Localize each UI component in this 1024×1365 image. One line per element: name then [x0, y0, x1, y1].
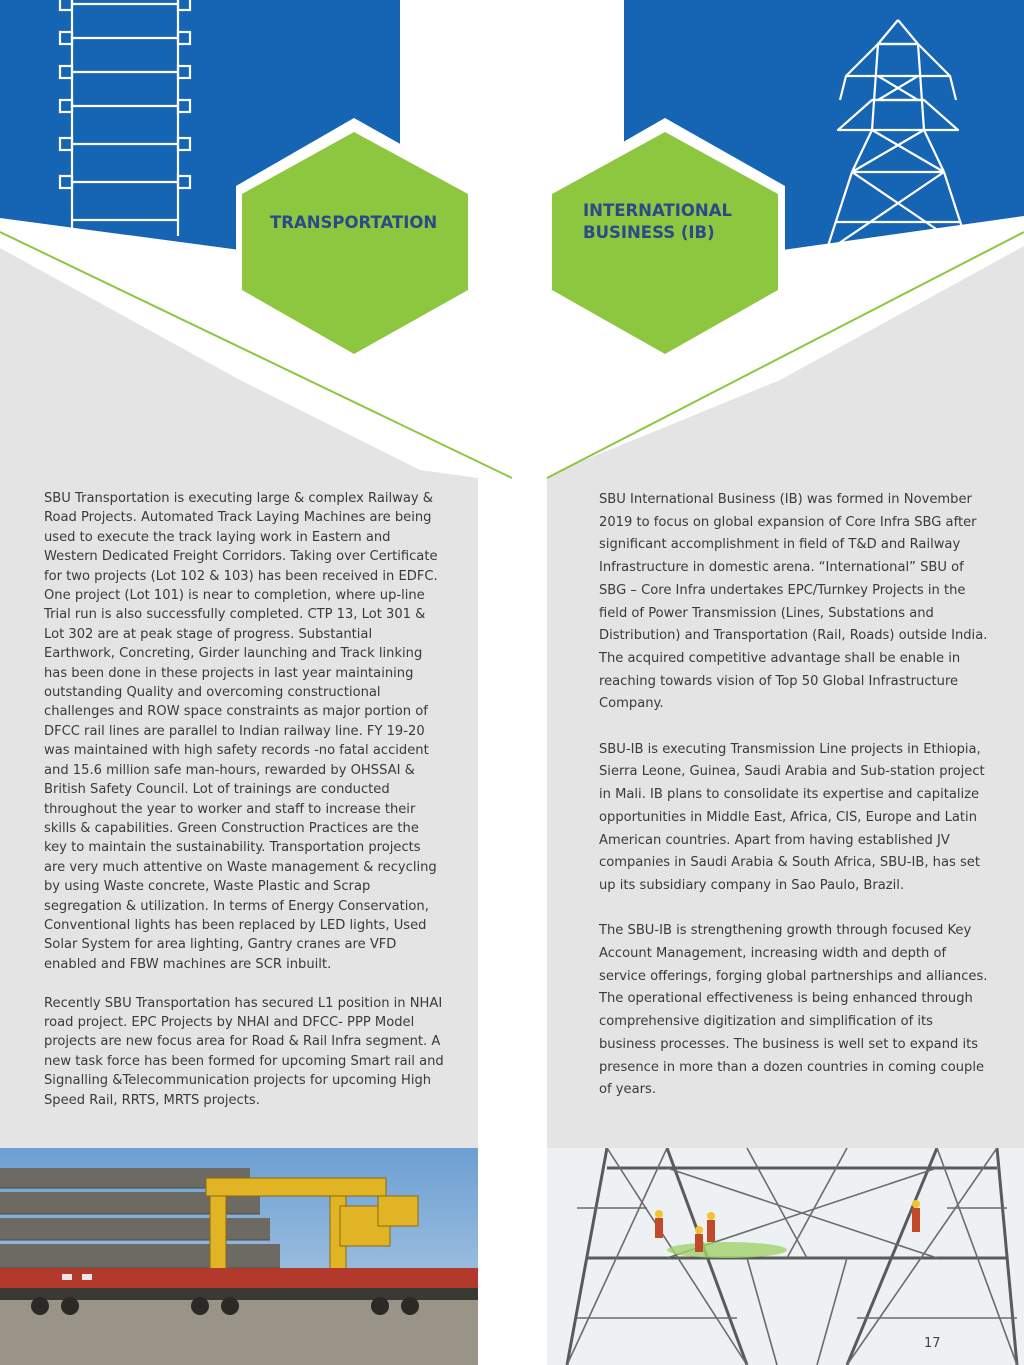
- transmission-tower-photo: [547, 1148, 1024, 1365]
- international-heading: [583, 200, 732, 244]
- international-paragraph: SBU International Business (IB) was formed in November 2019 to focus on global expansion of Core Infra SBG after significant accomplishment in field of T&D and Railway Infrastructure in domestic arena. “International” SBU of SBG – Core Infra undertakes EPC/Turnkey Projects in the field of Power Transmission (Lines, Substations and Distribution) and Transportation (Rail, Roads) outside India. The acquired competitive advantage shall be enable in reaching towards vision of Top 50 Global Infrastructure Company.: [599, 492, 988, 712]
- international-heading-line1: INTERNATIONAL: [583, 201, 732, 220]
- transportation-paragraph: Recently SBU Transportation has secured L1 position in NHAI road project. EPC Projects by NHAI and DFCC- PPP Model projects are new focus area for Road & Rail Infra segment. A new task force has been formed for upcoming Smart rail and Signalling &Telecommunication projects for upcoming High Speed Rail, RRTS, MRTS projects.: [44, 995, 444, 1108]
- transportation-heading: TRANSPORTATION: [270, 213, 438, 232]
- page-number: 17: [924, 1336, 941, 1351]
- track-laying-machine-photo: [0, 1148, 478, 1365]
- transportation-body: [44, 489, 444, 1110]
- international-heading-line2: BUSINESS (IB): [583, 223, 715, 242]
- international-body: [599, 489, 994, 1102]
- international-paragraph: The SBU-IB is strengthening growth through focused Key Account Management, increasing width and depth of service offerings, forging global partnerships and alliances. The operational effectiveness is being enhanced through comprehensive digitization and simplification of its business processes. The business is well set to expand its presence in more than a dozen countries in coming couple of years.: [599, 923, 988, 1098]
- transportation-paragraph: SBU Transportation is executing large & complex Railway & Road Projects. Automated Track Laying Machines are being used to execute the track laying work in Eastern and Western Dedicated Freight Corridors. Taking over Certificate for two projects (Lot 102 & 103) has been received in EDFC. One project (Lot 101) is near to completion, where up-line Trial run is also successfully completed. CTP 13, Lot 301 & Lot 302 are at peak stage of progress. Substantial Earthwork, Concreting, Girder launching and Track linking has been done in these projects in last year maintaining outstanding Quality and overcoming constructional challenges and ROW space constraints as major portion of DFCC rail lines are parallel to Indian railway line. FY 19-20 was maintained with high safety records -no fatal accident and 15.6 million safe man-hours, rewarded by OHSSAI & British Safety Council. Lot of trainings are conducted throughout the year to worker and staff to increase their skills & capabilities. Green Construction Practices are the key to maintain the sustainability. Transportation projects are very much attentive on Waste management & recycling by using Waste concrete, Waste Plastic and Scrap segregation & utilization. In terms of Energy Conservation, Conventional lights has been replaced by LED lights, Used Solar System for area lighting, Gantry cranes are VFD enabled and FBW machines are SCR inbuilt.: [44, 491, 438, 972]
- international-paragraph: SBU-IB is executing Transmission Line projects in Ethiopia, Sierra Leone, Guinea, Saudi Arabia and Sub-station project in Mali. IB plans to consolidate its expertise and capitalize opportunities in Middle East, Africa, CIS, Europe and Latin American countries. Apart from having established JV companies in Saudi Arabia & South Africa, SBU-IB, has set up its subsidiary company in Sao Paulo, Brazil.: [599, 741, 985, 893]
